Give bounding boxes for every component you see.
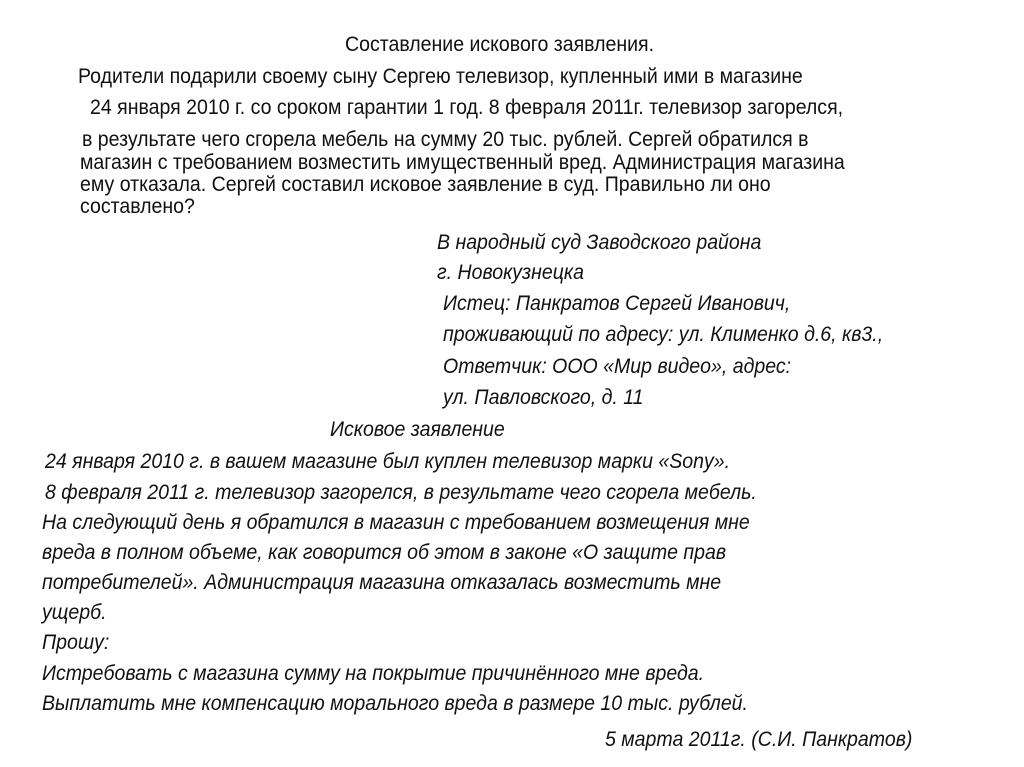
header-line: В народный суд Заводского района <box>437 231 762 254</box>
task-line: ему отказала. Сергей составил исковое заявление в суд. Правильно ли оно <box>80 173 771 196</box>
task-line: составлено? <box>80 195 195 218</box>
claim-line: Выплатить мне компенсацию морального вреда в размере 10 тыс. рублей. <box>42 692 748 715</box>
document-title: Составление искового заявления. <box>345 33 655 56</box>
claim-line: ущерб. <box>42 601 107 624</box>
claim-line: вреда в полном объеме, как говорится об этом в законе «О защите прав <box>42 541 727 564</box>
claim-title: Исковое заявление <box>330 418 505 441</box>
task-line: 24 января 2010 г. со сроком гарантии 1 год. 8 февраля 2011г. телевизор загорелся, <box>90 96 844 119</box>
header-line: проживающий по адресу: ул. Клименко д.6, кв3., <box>443 323 884 346</box>
task-line: магазин с требованием возместить имущественный вред. Администрация магазина <box>80 151 845 174</box>
header-line: ул. Павловского, д. 11 <box>443 386 644 409</box>
signature: 5 марта 2011г. (С.И. Панкратов) <box>605 728 913 751</box>
header-line: г. Новокузнецка <box>437 261 585 284</box>
claim-line: 24 января 2010 г. в вашем магазине был куплен телевизор марки «Sony». <box>45 450 731 473</box>
header-line: Ответчик: ООО «Мир видео», адрес: <box>443 355 792 378</box>
claim-line: Истребовать с магазина сумму на покрытие причинённого мне вреда. <box>42 662 705 685</box>
claim-line: 8 февраля 2011 г. телевизор загорелся, в результате чего сгорела мебель. <box>45 481 757 504</box>
task-line: Родители подарили своему сыну Сергею телевизор, купленный ими в магазине <box>78 65 803 88</box>
claim-line: Прошу: <box>42 631 110 654</box>
claim-line: потребителей». Администрация магазина отказалась возместить мне <box>42 571 722 594</box>
task-line: в результате чего сгорела мебель на сумму 20 тыс. рублей. Сергей обратился в <box>82 128 809 151</box>
header-line: Истец: Панкратов Сергей Иванович, <box>443 292 791 315</box>
claim-line: На следующий день я обратился в магазин с требованием возмещения мне <box>42 511 750 534</box>
